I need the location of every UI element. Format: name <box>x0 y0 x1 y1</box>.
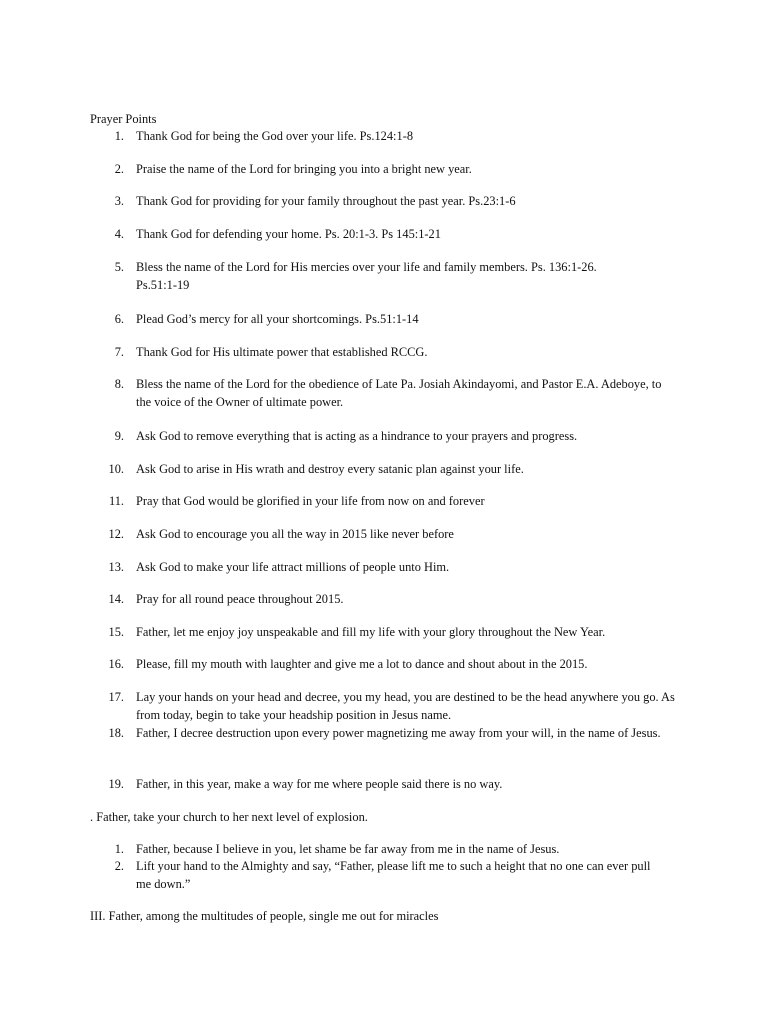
list-item-text: Father, let me enjoy joy unspeakable and fill my life with your glory throughout the New Year. <box>136 625 606 639</box>
list-item-number: 3. <box>114 194 124 208</box>
list-item-text: Praise the name of the Lord for bringing you into a bright new year. <box>136 162 472 176</box>
list-item-number: 6. <box>114 312 124 326</box>
list-item-number: 19. <box>108 777 124 791</box>
list-item-number: 9. <box>114 429 124 443</box>
list-item-text: Pray for all round peace throughout 2015. <box>136 592 344 606</box>
list-item-number: 8. <box>114 377 124 391</box>
list-item-text: Ask God to encourage you all the way in 2015 like never before <box>136 527 454 541</box>
list-item-text: Ask God to arise in His wrath and destroy every satanic plan against your life. <box>136 462 524 476</box>
list-item-number: 12. <box>108 527 124 541</box>
list-item-number: 14. <box>108 592 124 606</box>
list-item-text: Please, fill my mouth with laughter and give me a lot to dance and shout about in the 2015. <box>136 657 588 671</box>
list-item-text: Thank God for defending your home. Ps. 20:1-3. Ps 145:1-21 <box>136 227 441 241</box>
list-item-text: Pray that God would be glorified in your life from now on and forever <box>136 494 485 508</box>
list-item-text: Ask God to make your life attract millions of people unto Him. <box>136 560 450 574</box>
list-item-number: 5. <box>114 260 124 274</box>
list-item-text: Father, in this year, make a way for me where people said there is no way. <box>136 777 503 791</box>
list-item-text: Lift your hand to the Almighty and say, “Father, please lift me to such a height that no one can ever pull me down.” <box>136 859 651 891</box>
list-item-text: Father, I decree destruction upon every power magnetizing me away from your will, in the name of Jesus. <box>136 726 661 740</box>
list-item-text: Thank God for providing for your family throughout the past year. Ps.23:1-6 <box>136 194 516 208</box>
list-item-number: 18. <box>108 726 124 740</box>
list-item-text: Bless the name of the Lord for the obedience of Late Pa. Josiah Akindayomi, and Pastor E.A. Adeboye, to the voice of the Owner of ultimate power. <box>136 377 662 409</box>
list-item-text: Bless the name of the Lord for His mercies over your life and family members. Ps. 136:1-26. Ps.51:1-19 <box>136 260 597 292</box>
list-item-number: 11. <box>108 494 124 508</box>
list-item-number: 1. <box>114 129 124 143</box>
list-item-number: 2. <box>114 162 124 176</box>
list-item-text: Lay your hands on your head and decree, you my head, you are destined to be the head anywhere you go. As from today, begin to take your headship position in Jesus name. <box>136 690 675 722</box>
list-item-number: 2. <box>114 859 124 873</box>
list-item-text: Plead God’s mercy for all your shortcomings. Ps.51:1-14 <box>136 312 419 326</box>
list-item-number: 17. <box>108 690 124 704</box>
list-item-text: Father, because I believe in you, let shame be far away from me in the name of Jesus. <box>136 842 560 856</box>
list-item-number: 16. <box>108 657 124 671</box>
list-item-number: 10. <box>108 462 124 476</box>
list-item-text: Ask God to remove everything that is acting as a hindrance to your prayers and progress. <box>136 429 578 443</box>
section-heading: . Father, take your church to her next level of explosion. <box>90 810 368 824</box>
list-item-number: 13. <box>108 560 124 574</box>
list-item-text: Thank God for His ultimate power that established RCCG. <box>136 345 428 359</box>
list-item-number: 1. <box>114 842 124 856</box>
list-item-number: 4. <box>114 227 124 241</box>
section-heading: III. Father, among the multitudes of people, single me out for miracles <box>90 909 439 923</box>
list-item-text: Thank God for being the God over your life. Ps.124:1-8 <box>136 129 414 143</box>
list-item-number: 7. <box>114 345 124 359</box>
list-item-number: 15. <box>108 625 124 639</box>
page-heading: Prayer Points <box>90 112 157 126</box>
